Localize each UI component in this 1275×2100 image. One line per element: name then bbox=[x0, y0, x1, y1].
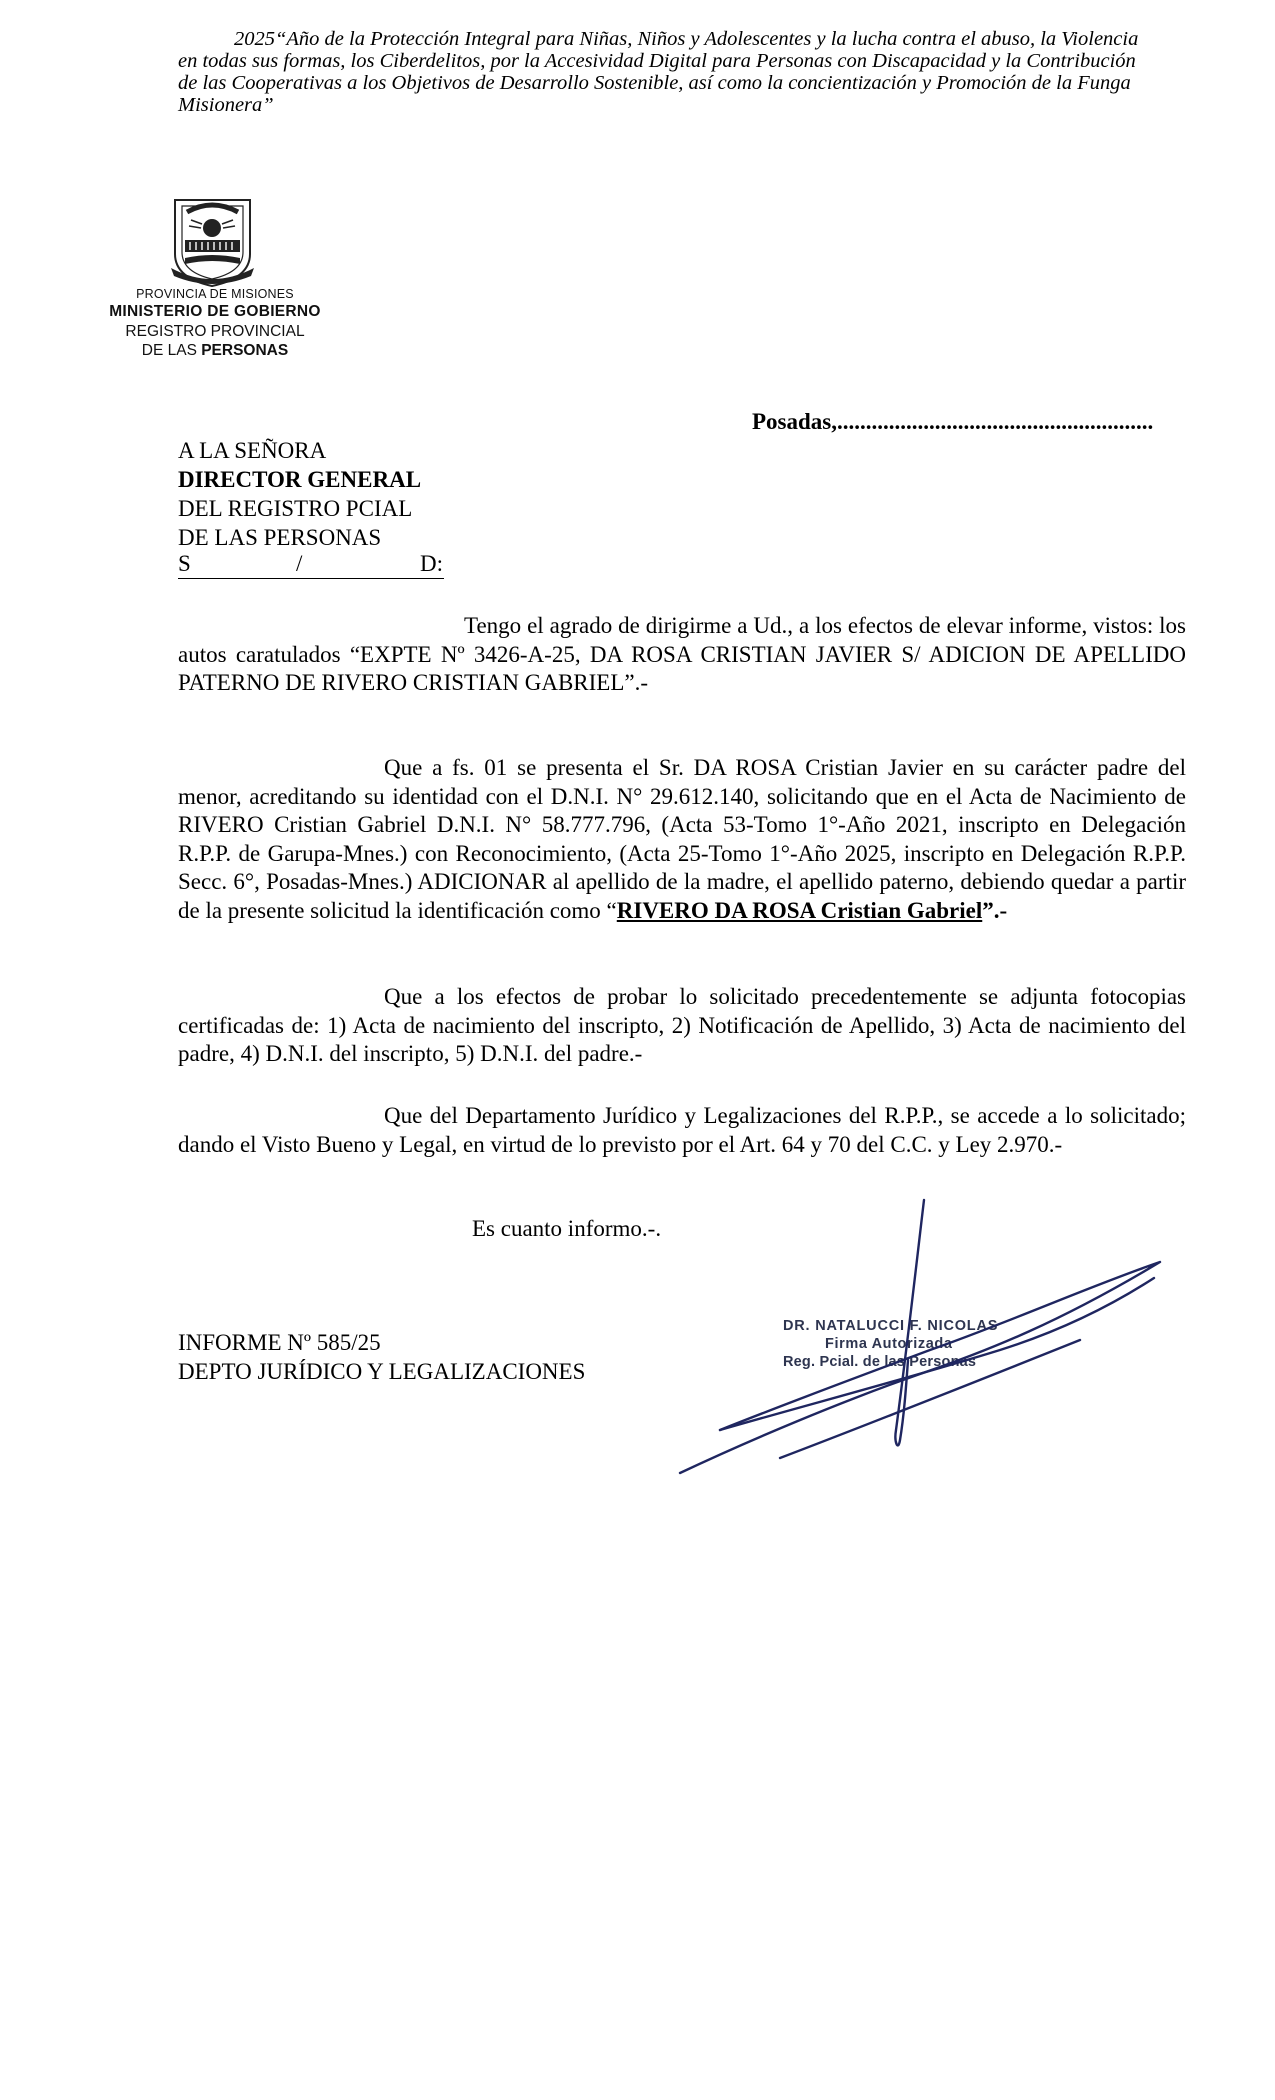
registry-name-line1: REGISTRO PROVINCIAL bbox=[125, 323, 305, 340]
handwritten-signature-icon bbox=[660, 1190, 1180, 1480]
provincial-seal-icon bbox=[165, 192, 260, 290]
new-full-name: RIVERO DA ROSA Cristian Gabriel bbox=[616, 897, 983, 923]
motto-line: de las Cooperativas a los Objetivos de Desarrollo Sostenible, así como la concientización y Promoción de la Funga bbox=[178, 72, 1131, 94]
motto-line: Misionera” bbox=[178, 94, 274, 116]
addressee-line: DEL REGISTRO PCIAL bbox=[178, 496, 413, 521]
paragraph-intro: Tengo el agrado de dirigirme a Ud., a los efectos de elevar informe, vistos: los autos caratulados “EXPTE Nº 3426-A-25, DA ROSA CRISTIAN JAVIER S/ ADICION DE APELLIDO PATERNO DE RIVERO CRISTIAN GABRIEL”.- bbox=[178, 613, 1186, 695]
addressee-title: DIRECTOR GENERAL bbox=[178, 467, 422, 492]
report-footer bbox=[178, 1328, 585, 1386]
salutation-sd: S / D: bbox=[178, 552, 444, 579]
paragraph-attachments: Que a los efectos de probar lo solicitado precedentemente se adjunta fotocopias certificadas de: 1) Acta de nacimiento del inscripto, 2) Notificación de Apellido, 3) Acta de nacimiento del padre, 4) D.N.I. del inscripto, 5) D.N.I. del padre.- bbox=[178, 984, 1186, 1066]
signer-name: DR. NATALUCCI F. NICOLAS bbox=[783, 1318, 999, 1334]
signer-office: Reg. Pcial. de las Personas bbox=[783, 1354, 977, 1370]
department-name: DEPTO JURÍDICO Y LEGALIZACIONES bbox=[178, 1359, 586, 1384]
addressee-block bbox=[178, 436, 444, 579]
paragraph-approval: Que del Departamento Jurídico y Legalizaciones del R.P.P., se accede a lo solicitado; dando el Visto Bueno y Legal, en virtud de lo previsto por el Art. 64 y 70 del C.C. y Ley 2.970.- bbox=[178, 1103, 1186, 1157]
addressee-line: DE LAS PERSONAS bbox=[178, 525, 382, 550]
ministry-name: MINISTERIO DE GOBIERNO bbox=[109, 303, 321, 320]
province-name: PROVINCIA DE MISIONES bbox=[136, 287, 294, 301]
motto-line: 2025“Año de la Protección Integral para Niñas, Niños y Adolescentes y la lucha contra el abuso, la Violencia bbox=[234, 28, 1139, 50]
report-number: INFORME Nº 585/25 bbox=[178, 1330, 381, 1355]
institution-block bbox=[90, 287, 340, 360]
header-motto bbox=[178, 28, 1178, 116]
registry-name-line2: DE LAS PERSONAS bbox=[141, 342, 289, 359]
signer-role: Firma Autorizada bbox=[825, 1336, 953, 1352]
paragraph-closing: Es cuanto informo.-. bbox=[472, 1216, 662, 1241]
place-date: Posadas,....................................................... bbox=[752, 409, 1154, 434]
paragraph-request: Que a fs. 01 se presenta el Sr. DA ROSA Cristian Javier en su carácter padre del menor, acreditando su identidad con el D.N.I. N° 29.612.140, solicitando que en el Acta de Nacimiento de RIVERO Cristian Gabriel D.N.I. N° 58.777.796, (Acta 53-Tomo 1°-Año 2021, inscripto en Delegación R.P.P. de Garupa-Mnes.) con Reconocimiento, (Acta 25-Tomo 1°-Año 2025, inscripto en Delegación R.P.P. Secc. 6°, Posadas-Mnes.) ADICIONAR al apellido de la madre, el apellido paterno, debiendo quedar a partir de la presente solicitud la identificación como “RIVERO DA ROSA Cristian Gabriel”.- bbox=[178, 755, 1186, 923]
addressee-line: A LA SEÑORA bbox=[178, 438, 327, 463]
motto-line: en todas sus formas, los Ciberdelitos, por la Accesividad Digital para Personas con Discapacidad y la Contribución bbox=[178, 50, 1136, 72]
